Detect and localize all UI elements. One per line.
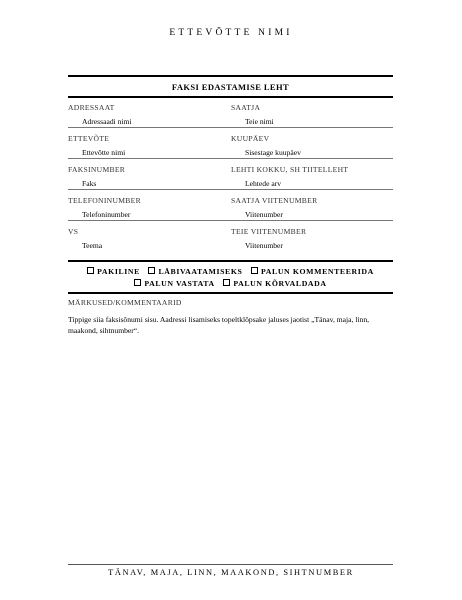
- field-fax-number: [68, 159, 230, 190]
- option-label: PAKILINE: [97, 267, 140, 276]
- checkbox-icon[interactable]: [134, 279, 141, 286]
- field-value[interactable]: Telefoninumber: [82, 210, 131, 219]
- checkbox-icon[interactable]: [87, 267, 94, 274]
- notes-label: MÄRKUSED/KOMMENTAARID: [68, 298, 182, 307]
- field-recipient: [68, 97, 230, 128]
- field-label: SAATJA: [231, 103, 261, 112]
- option-label: PALUN VASTATA: [144, 279, 215, 288]
- field-value[interactable]: Viitenumber: [245, 241, 283, 250]
- option-urgent[interactable]: [87, 266, 140, 278]
- field-date: [231, 128, 393, 159]
- field-label: ADRESSAAT: [68, 103, 115, 112]
- option-for-review[interactable]: [148, 266, 242, 278]
- checkbox-icon[interactable]: [251, 267, 258, 274]
- option-please-comment[interactable]: [251, 266, 374, 278]
- field-label: VS: [68, 227, 79, 236]
- field-label: ETTEVÕTE: [68, 134, 110, 143]
- field-your-reference: [231, 221, 393, 252]
- checkbox-icon[interactable]: [223, 279, 230, 286]
- checks-bottom-rule: [68, 292, 393, 294]
- field-label: FAKSINUMBER: [68, 165, 126, 174]
- field-label: LEHTI KOKKU, SH TIITELLEHT: [231, 165, 349, 174]
- field-value[interactable]: Lehtede arv: [245, 179, 282, 188]
- field-value[interactable]: Adressaadi nimi: [82, 117, 132, 126]
- field-row-recipient: [68, 97, 393, 128]
- field-label: TEIE VIITENUMBER: [231, 227, 307, 236]
- field-total-pages: [231, 159, 393, 190]
- checks-top-rule: [68, 260, 393, 262]
- status-options: [68, 266, 393, 290]
- field-company: [68, 128, 230, 159]
- options-line: [68, 266, 393, 278]
- checkbox-icon[interactable]: [148, 267, 155, 274]
- footer-rule: [68, 564, 393, 565]
- field-value[interactable]: Teie nimi: [245, 117, 274, 126]
- field-label: SAATJA VIITENUMBER: [231, 196, 318, 205]
- field-row-fax: [68, 159, 393, 190]
- field-sender: [231, 97, 393, 128]
- footer-address[interactable]: TÄNAV, MAJA, LINN, MAAKOND, SIHTNUMBER: [108, 568, 354, 577]
- field-label: TELEFONINUMBER: [68, 196, 141, 205]
- field-value[interactable]: Viitenumber: [245, 210, 283, 219]
- field-value[interactable]: Teema: [82, 241, 103, 250]
- field-value[interactable]: Faks: [82, 179, 97, 188]
- field-row-company: [68, 128, 393, 159]
- field-row-phone: [68, 190, 393, 221]
- field-phone-number: [68, 190, 230, 221]
- field-row-subject: [68, 221, 393, 252]
- notes-body[interactable]: Tippige siia faksisõnumi sisu. Aadressi lisamiseks topeltklõpsake jaluses jaotist „Tänav, maja, linn, maakond, sihtnumber“.: [68, 315, 370, 335]
- fax-title: FAKSI EDASTAMISE LEHT: [171, 82, 290, 92]
- field-value[interactable]: Sisestage kuupäev: [245, 148, 301, 157]
- options-line: [68, 278, 393, 290]
- field-subject: [68, 221, 230, 252]
- option-please-recycle[interactable]: [223, 278, 326, 290]
- option-label: PALUN KOMMENTEERIDA: [261, 267, 374, 276]
- company-name[interactable]: ETTEVÕTTE NIMI: [169, 28, 293, 38]
- option-label: LÄBIVAATAMISEKS: [158, 267, 243, 276]
- option-please-reply[interactable]: [134, 278, 214, 290]
- field-value[interactable]: Ettevõtte nimi: [82, 148, 126, 157]
- field-sender-reference: [231, 190, 393, 221]
- title-top-rule: [68, 75, 393, 77]
- field-label: KUUPÄEV: [231, 134, 270, 143]
- option-label: PALUN KÕRVALDADA: [233, 279, 327, 288]
- fax-fields-grid: [68, 97, 393, 252]
